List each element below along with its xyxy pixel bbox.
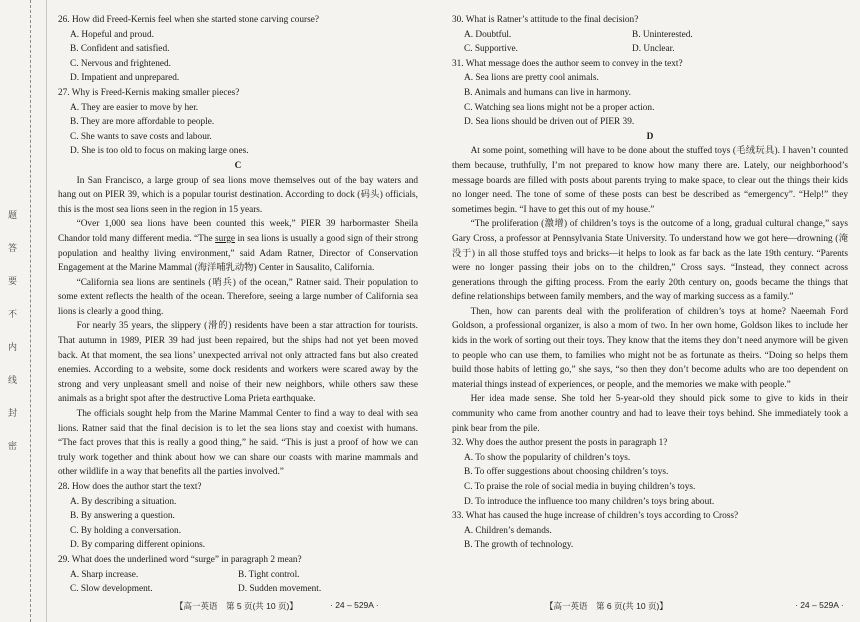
seal-char: 答 [8, 244, 18, 254]
paragraph: Then, how can parents deal with the proliferation of children’s toys at home? Naeemah Ford Goldson, a professional organizer, is also a mom of two. In her own home, Goldson likes to include her kids in the work of sorting out their toys. They know that the items they don’t need anymore will be given to people who can use them, to families who might not be as fortunate as theirs. “Doing so helps them build those habits of letting go,” she says, “so then they don’t become adults who are too dependent on material things instead of experiences, or people, and the memories we make with people.” [452, 306, 848, 390]
option: A. Children’s demands. [464, 525, 552, 536]
option: B. They are more affordable to people. [70, 117, 215, 128]
option: B. Animals and humans can live in harmony. [464, 87, 631, 98]
binding-margin [0, 0, 47, 622]
question-stem: 31. What message does the author seem to convey in the text? [452, 58, 683, 69]
option: B. To offer suggestions about choosing children’s toys. [464, 467, 669, 478]
option: D. Sea lions should be driven out of PIER 39. [464, 117, 635, 128]
section-heading: D [646, 131, 654, 142]
option: C. By holding a conversation. [70, 525, 182, 536]
question-30 [452, 13, 848, 57]
paper-code: · 24 – 529A · [330, 600, 379, 610]
option: D. Impatient and unprepared. [70, 73, 180, 84]
passage-d [452, 144, 848, 436]
question-stem: 29. What does the underlined word “surge” in paragraph 2 mean? [58, 554, 302, 565]
seal-char: 线 [8, 376, 18, 386]
page-footer: 【高一英语 第 5 页(共 10 页)】 [175, 601, 298, 611]
paragraph: “The proliferation (激增) of children’s toys is the outcome of a long, gradual cultural change,” says Gary Cross, a professor at Pennsylvania State University. To understand how we got here—drowning (淹没于) in all those stuffed toys and bricks—it helps to look as far back as the late 19th century. “Parents were no longer passing their jobs on to the children,” Cross says. “Instead, they connect across generations through the gifting process. From the early 20th century on, goods became the things that define relationships between family members, and the way of marking success as a family.” [452, 219, 848, 303]
page-6 [452, 0, 848, 622]
option: A. Sea lions are pretty cool animals. [464, 73, 599, 84]
seal-char: 题 [8, 211, 18, 221]
option: D. She is too old to focus on making large ones. [70, 146, 249, 157]
option: C. She wants to save costs and labour. [70, 131, 212, 142]
option: B. Tight control. [238, 569, 300, 580]
seal-char: 密 [8, 442, 18, 452]
option: D. To introduce the influence too many children’s toys bring about. [464, 496, 715, 507]
question-26 [58, 13, 418, 86]
option: B. By answering a question. [70, 511, 175, 522]
option: C. Nervous and frightened. [70, 58, 171, 69]
page-5 [58, 0, 418, 622]
seal-char: 不 [8, 310, 18, 320]
option: B. Uninterested. [632, 29, 693, 40]
option: D. Sudden movement. [238, 584, 322, 595]
option: A. Hopeful and proud. [70, 29, 154, 40]
question-stem: 27. Why is Freed-Kernis making smaller pieces? [58, 87, 240, 98]
paragraph: “Over 1,000 sea lions have been counted this week,” PIER 39 harbormaster Sheila Chandor told many different media. “The surge in sea lions is usually a good sign of their strong population and healthy living environment,” said Adam Ratner, Director of Conservation Engagement at the Marine Mammal (海洋哺乳动物) Center in Sausalito, California. [58, 219, 418, 274]
option: C. To praise the role of social media in buying children’s toys. [464, 482, 696, 492]
option: C. Watching sea lions might not be a proper action. [464, 102, 655, 113]
question-stem: 33. What has caused the huge increase of children’s toys according to Cross? [452, 511, 739, 522]
paragraph: In San Francisco, a large group of sea lions move themselves out of the bay waters and hang out on PIER 39, which is a popular tourist destination. According to dock (码头) officials, this is the most sea lions seen in the region in 15 years. [58, 175, 418, 215]
question-33 [452, 509, 848, 553]
seal-char: 封 [8, 409, 18, 419]
underlined-word: surge [215, 233, 236, 244]
seal-char: 内 [8, 343, 18, 353]
option: C. Slow development. [70, 584, 153, 595]
option: C. Supportive. [464, 44, 518, 55]
question-29 [58, 553, 418, 597]
question-stem: 28. How does the author start the text? [58, 482, 202, 492]
option: A. Sharp increase. [70, 569, 139, 580]
option: A. To show the popularity of children’s toys. [464, 452, 631, 463]
option: B. Confident and satisfied. [70, 44, 170, 55]
option: A. Doubtful. [464, 29, 512, 40]
question-31 [452, 57, 848, 130]
paragraph: Her idea made sense. She told her 5-year-old they should pick some to give to kids in their community who came from another country and had to leave their toys behind. She immediately took a pink bear from the pile. [452, 394, 848, 434]
question-stem: 30. What is Ratner’s attitude to the final decision? [452, 15, 639, 25]
option: A. By describing a situation. [70, 496, 177, 507]
option: A. They are easier to move by her. [70, 102, 199, 113]
question-stem: 26. How did Freed-Kernis feel when she started stone carving course? [58, 15, 320, 25]
paper-code: · 24 – 529A · [795, 600, 844, 610]
seal-dashed-line [30, 0, 31, 622]
seal-line-text [8, 200, 22, 464]
question-27 [58, 86, 418, 159]
paragraph: The officials sought help from the Marine Mammal Center to find a way to deal with sea lions. Ratner said that the final decision is to let the sea lions stay and coexist with humans. “The fact proves that this is really a good thing,” he said. “This is just a proof of how we can truly work together and think about how we can share our coasts with marine mammals and other wildlife in a way that benefits all the parties involved.” [58, 409, 418, 478]
section-heading: C [234, 160, 242, 171]
question-stem: 32. Why does the author present the posts in paragraph 1? [452, 438, 668, 449]
passage-c [58, 174, 418, 480]
paragraph: “California sea lions are sentinels (哨兵) of the ocean,” Ratner said. Their population to some extent reflects the health of the ocean. Therefore, seeing a large number of California sea lions is clearly a good thing. [58, 277, 418, 317]
question-32 [452, 436, 848, 509]
paragraph: At some point, something will have to be done about the stuffed toys (毛绒玩具). I haven’t counted them because, truthfully, I’m not prepared to know how many there are. Lately, our neighborhood’s message boards are filled with posts about parents trying to make space, to clear out the things their kids no longer need. The tone of some of these posts can best be described as “emergency”. “Help!” they sometimes begin. “I have to get this out of my house.” [452, 146, 848, 215]
paragraph: For nearly 35 years, the slippery (滑的) residents have been a star attraction for tourists. That autumn in 1989, PIER 39 had just been repaired, but the ships had not yet been moved back. At that moment, the sea lions’ unexpected arrival not only attracted fans but also created enemies. According to a website, some dock residents and workers were scared away by the strong and very unpleasant smell and noise of their new neighbors, while others saw these animals as a bright spot after the destructive Loma Prieta earthquake. [58, 321, 418, 405]
question-28 [58, 480, 418, 553]
option: D. By comparing different opinions. [70, 540, 206, 551]
page-footer: 【高一英语 第 6 页(共 10 页)】 [545, 601, 668, 611]
seal-char: 要 [8, 277, 18, 287]
option: D. Unclear. [632, 44, 675, 55]
option: B. The growth of technology. [464, 540, 574, 551]
